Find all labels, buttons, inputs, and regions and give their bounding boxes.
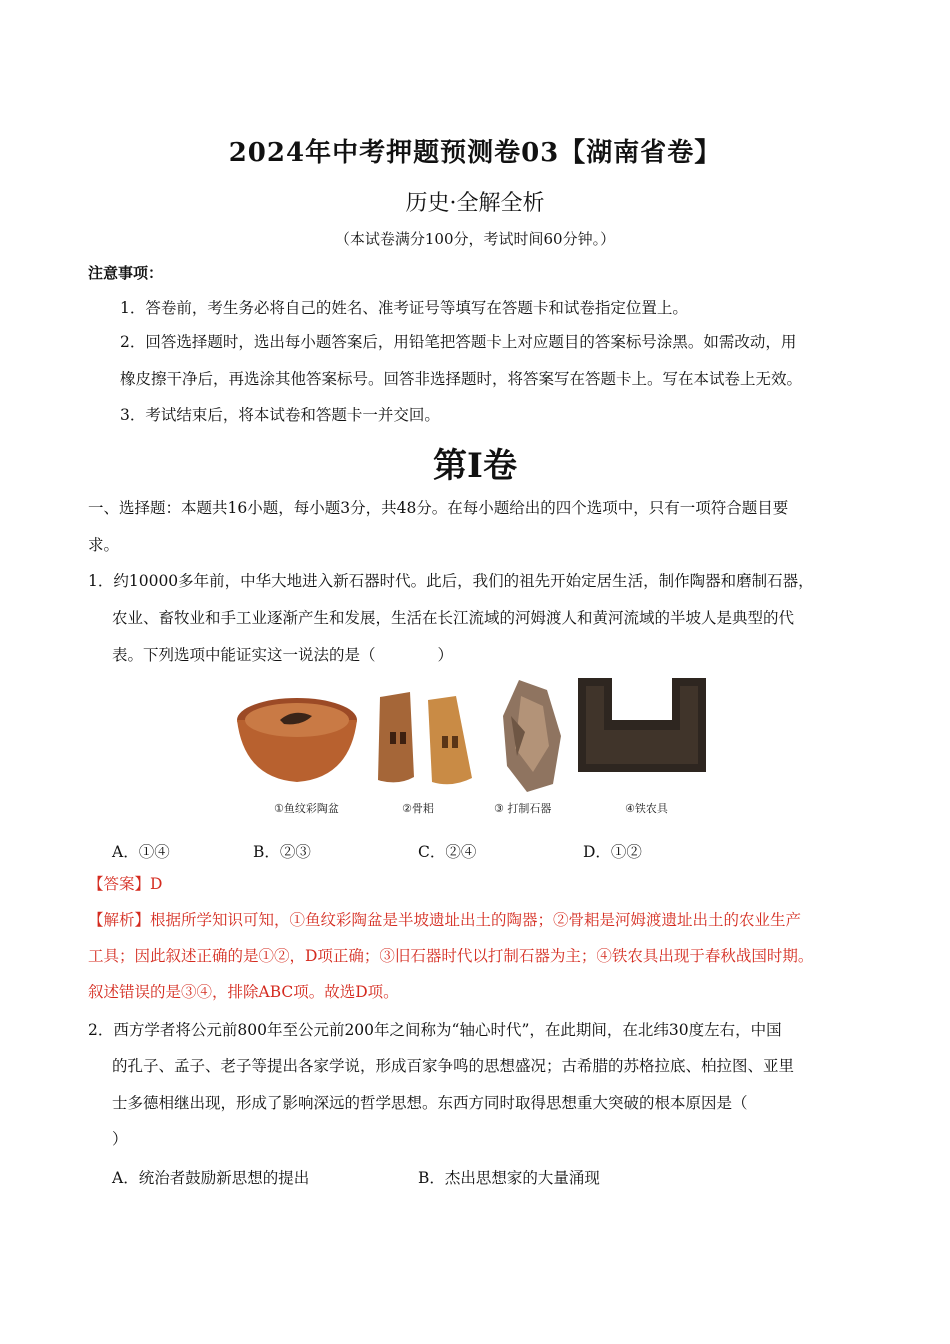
q1-option-b: B．②③	[253, 843, 311, 861]
q1-answer: 【答案】D	[88, 875, 163, 893]
section-intro: 一、选择题：本题共16小题，每小题3分，共48分。在每小题给出的四个选项中，只有一项符合题目要	[88, 499, 789, 517]
q1-analysis-line-3: 叙述错误的是③④，排除ABC项。故选D项。	[88, 983, 399, 1001]
iron-farm-tool-image	[576, 676, 708, 774]
caption-fish-pottery: ①鱼纹彩陶盆	[274, 802, 339, 815]
q1-option-d: D．①②	[583, 843, 642, 861]
q1-artifact-images	[232, 672, 712, 822]
exam-subtitle: 历史·全解全析	[405, 191, 545, 216]
q1-stem-line-3: 表。下列选项中能证实这一说法的是（ ）	[112, 646, 454, 664]
q1-stem-line-2: 农业、畜牧业和手工业逐渐产生和发展，生活在长江流域的河姆渡人和黄河流域的半坡人是典型的代	[112, 609, 795, 627]
q1-option-a: A．①④	[112, 843, 170, 861]
q2-stem-line-4: ）	[112, 1130, 128, 1148]
q2-stem-line-2: 的孔子、孟子、老子等提出各家学说，形成百家争鸣的思想盛况；古希腊的苏格拉底、柏拉图、亚里	[112, 1057, 795, 1075]
notice-item-1: 1．答卷前，考生务必将自己的姓名、准考证号等填写在答题卡和试卷指定位置上。	[120, 299, 688, 317]
caption-bone-si: ②骨耜	[402, 802, 434, 815]
q1-option-c: C．②④	[418, 843, 477, 861]
notice-heading: 注意事项：	[88, 264, 164, 282]
q2-stem-line-3: 士多德相继出现，形成了影响深远的哲学思想。东西方同时取得思想重大突破的根本原因是（	[112, 1094, 748, 1112]
q2-option-b: B．杰出思想家的大量涌现	[418, 1169, 600, 1187]
q1-stem-line-1: 1．约10000多年前，中华大地进入新石器时代。此后，我们的祖先开始定居生活，制作陶器和磨制石器，	[88, 572, 814, 590]
section-intro-cont: 求。	[88, 536, 120, 554]
chipped-stone-tool-image	[497, 676, 567, 796]
q1-analysis-line-1: 【解析】根据所学知识可知，①鱼纹彩陶盆是半坡遗址出土的陶器；②骨耜是河姆渡遗址出土的农业生产	[88, 911, 802, 929]
caption-iron-tool: ④铁农具	[625, 802, 668, 815]
notice-item-2-cont: 橡皮擦干净后，再选涂其他答案标号。回答非选择题时，将答案写在答题卡上。写在本试卷上无效。	[120, 370, 803, 388]
fish-pattern-pottery-basin-image	[232, 686, 362, 786]
q2-option-a: A．统治者鼓励新思想的提出	[112, 1169, 310, 1187]
volume-title: 第Ⅰ卷	[433, 446, 517, 486]
notice-item-3: 3．考试结束后，将本试卷和答题卡一并交回。	[120, 406, 440, 424]
exam-duration-note: （本试卷满分100分，考试时间60分钟。）	[334, 230, 616, 248]
bone-si-image	[370, 682, 480, 792]
exam-title: 2024年中考押题预测卷03【湖南省卷】	[228, 138, 722, 168]
caption-stone-tool: ③ 打制石器	[494, 802, 552, 815]
q1-analysis-line-2: 工具；因此叙述正确的是①②，D项正确；③旧石器时代以打制石器为主；④铁农具出现于春秋战国时期。	[88, 947, 814, 965]
notice-item-2: 2．回答选择题时，选出每小题答案后，用铅笔把答题卡上对应题目的答案标号涂黑。如需改动，用	[120, 333, 797, 351]
q2-stem-line-1: 2．西方学者将公元前800年至公元前200年之间称为“轴心时代”，在此期间，在北纬30度左右，中国	[88, 1021, 782, 1039]
